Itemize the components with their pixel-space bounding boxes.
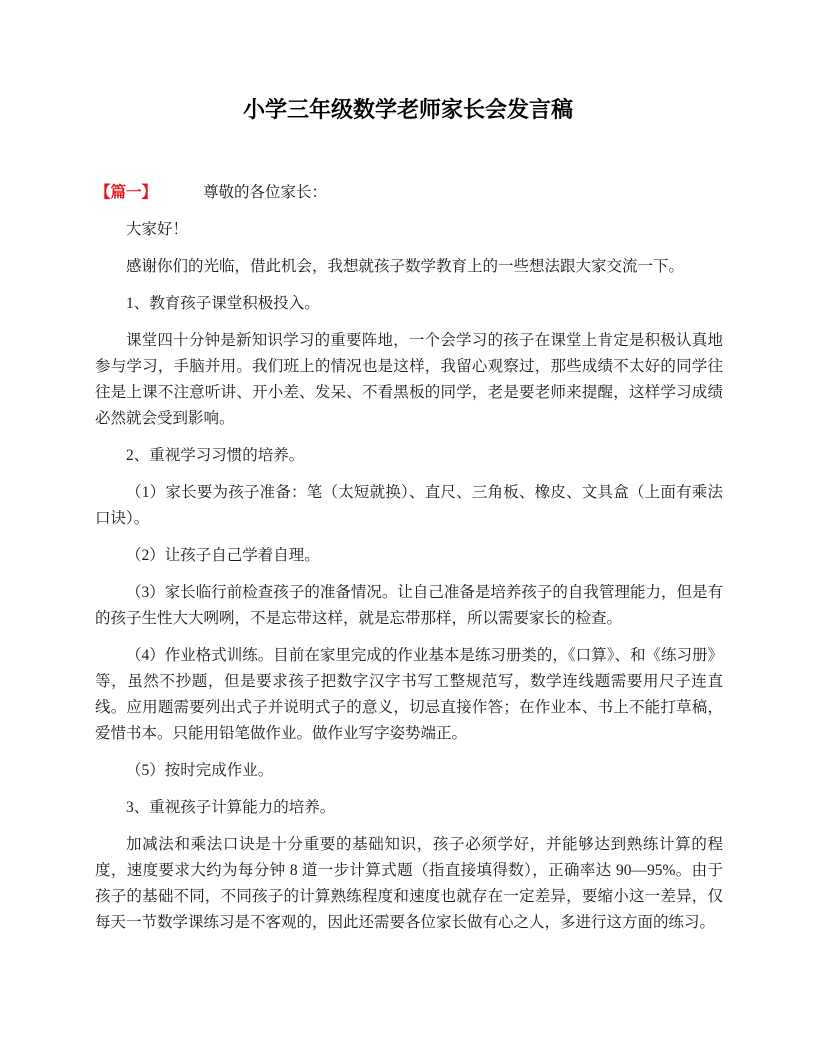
paragraph-greeting: 大家好！	[126, 221, 189, 238]
salutation-text: 尊敬的各位家长：	[203, 184, 328, 201]
paragraph-point-2-item-1: （1）家长要为孩子准备：笔（太短就换）、直尺、三角板、橡皮、文具盒（上面有乘法口诀）。	[95, 484, 723, 527]
paragraph-point-2-item-5: （5）按时完成作业。	[126, 762, 274, 779]
paragraph-point-2-heading: 2、重视学习习惯的培养。	[126, 447, 305, 464]
paragraph-point-1-heading: 1、教育孩子课堂积极投入。	[126, 295, 320, 312]
paragraph-point-2-item-3: （3）家长临行前检查孩子的准备情况。让自己准备是培养孩子的自我管理能力，但是有的孩子生性大大咧咧，不是忘带这样，就是忘带那样，所以需要家长的检查。	[95, 584, 723, 627]
paragraph-point-3-body: 加减法和乘法口诀是十分重要的基础知识，孩子必须学好，并能够达到熟练计算的程度，速度要求大约为每分钟 8 道一步计算式题（指直接填得数），正确率达 90—95%。由于孩子的基础不同，不同孩子的计算熟练程度和速度也就存在一定差异，要缩小这一差异，仅每天一节数学课练习是不客观的，因此还需要各位家长做有心之人，多进行这方面的练习。	[95, 836, 723, 931]
paragraph-point-1-body: 课堂四十分钟是新知识学习的重要阵地，一个会学习的孩子在课堂上肯定是积极认真地参与学习，手脑并用。我们班上的情况也是这样，我留心观察过，那些成绩不太好的同学往往是上课不注意听讲、开小差、发呆、不看黑板的同学，老是要老师来提醒，这样学习成绩必然就会受到影响。	[95, 332, 723, 427]
section-tag-badge: 【篇一】	[95, 184, 158, 201]
paragraph-point-2-item-4: （4）作业格式训练。目前在家里完成的作业基本是练习册类的，《口算》、和《练习册》等，虽然不抄题，但是要求孩子把数字汉字书写工整规范写，数学连线题需要用尺子连直线。应用题需要列出式子并说明式子的意义，切忌直接作答；在作业本、书上不能打草稿，爱惜书本。只能用铅笔做作业。做作业写字姿势端正。	[95, 647, 723, 742]
paragraph-point-3-heading: 3、重视孩子计算能力的培养。	[126, 799, 336, 816]
paragraph-thanks: 感谢你们的光临，借此机会，我想就孩子数学教育上的一些想法跟大家交流一下。	[126, 258, 685, 275]
document-body	[95, 0, 723, 947]
section-tag-line	[95, 180, 723, 206]
paragraph-point-2-item-2: （2）让孩子自己学着自理。	[126, 547, 320, 564]
page-title: 小学三年级数学老师家长会发言稿	[242, 97, 573, 122]
